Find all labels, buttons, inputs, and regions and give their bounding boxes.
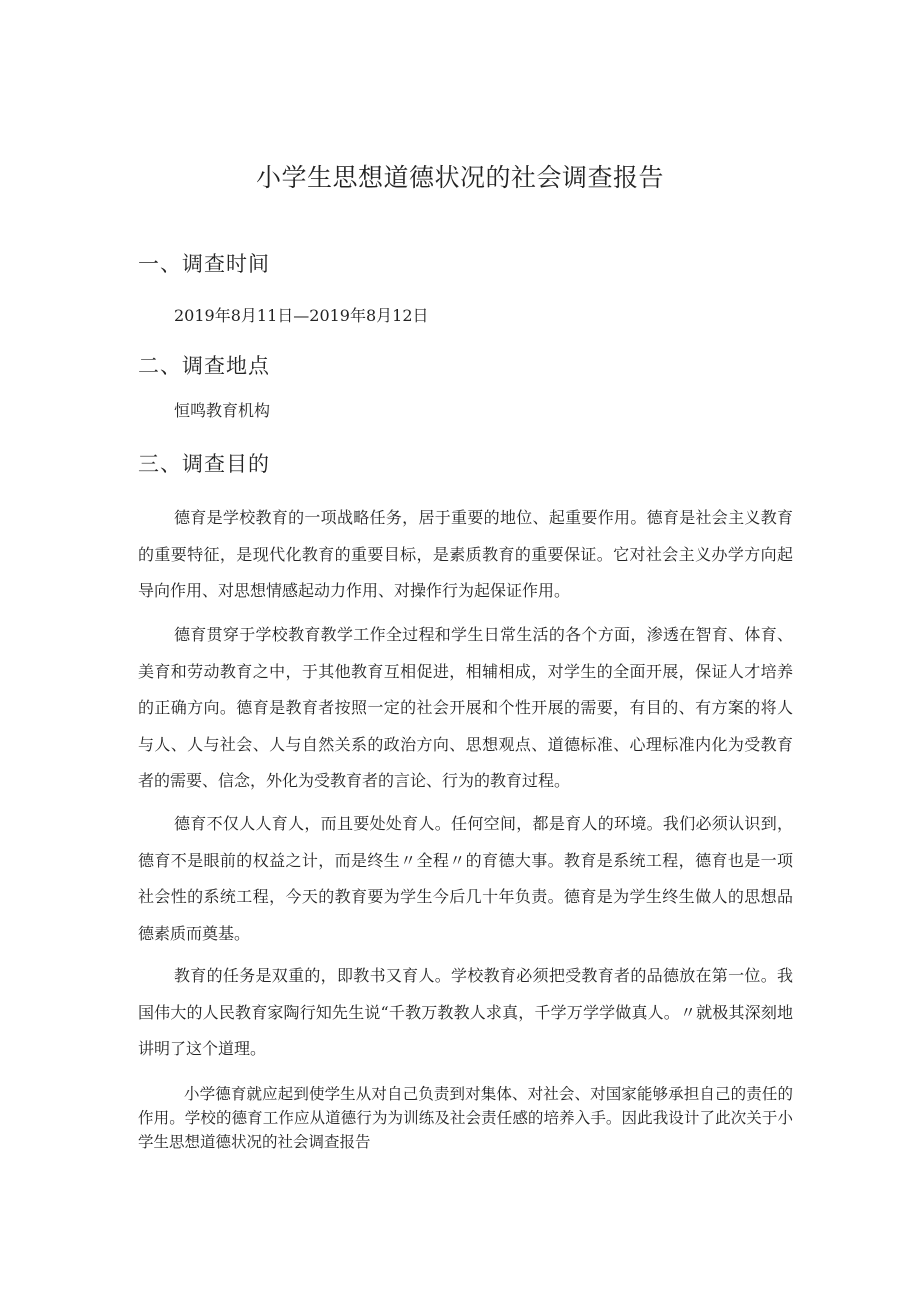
purpose-paragraph-4: 教育的任务是双重的，即教书又育人。学校教育必须把受教育者的品德放在第一位。我国伟大的人民教育家陶行知先生说“千教万教教人求真，千学万学学做真人。〃就极其深刻地讲明了这个道理。 [138,966,793,1058]
survey-time-text: 2019年8月11日—2019年8月12日 [174,306,429,325]
section-heading-location: 二、调查地点 [138,354,270,378]
purpose-paragraph-5: 小学德育就应起到使学生从对自己负责到对集体、对社会、对国家能够承担自己的责任的作用。学校的德育工作应从道德行为为训练及社会责任感的培养入手。因此我设计了此次关于小学生思想道德状况的社会调查报告 [138,1085,793,1151]
purpose-paragraph-1: 德育是学校教育的一项战略任务，居于重要的地位、起重要作用。德育是社会主义教育的重要特征，是现代化教育的重要目标，是素质教育的重要保证。它对社会主义办学方向起导向作用、对思想情感起动力作用、对操作行为起保证作用。 [138,508,793,600]
section-heading-purpose: 三、调查目的 [138,452,270,476]
purpose-paragraph-2: 德育贯穿于学校教育教学工作全过程和学生日常生活的各个方面，渗透在智育、体育、美育和劳动教育之中，于其他教育互相促进，相辅相成，对学生的全面开展，保证人才培养的正确方向。德育是教育者按照一定的社会开展和个性开展的需要，有目的、有方案的将人与人、人与社会、人与自然关系的政治方向、思想观点、道德标准、心理标准内化为受教育者的需要、信念，外化为受教育者的言论、行为的教育过程。 [138,625,793,790]
survey-location-text: 恒鸣教育机构 [174,401,271,420]
purpose-paragraph-3: 德育不仅人人育人，而且要处处育人。任何空间，都是育人的环境。我们必须认识到，德育不是眼前的权益之计，而是终生〃全程〃的育德大事。教育是系统工程，德育也是一项社会性的系统工程，今天的教育要为学生今后几十年负责。德育是为学生终生做人的思想品德素质而奠基。 [138,814,793,943]
section-heading-time: 一、调查时间 [138,252,270,276]
document-title: 小学生思想道德状况的社会调查报告 [255,163,664,192]
